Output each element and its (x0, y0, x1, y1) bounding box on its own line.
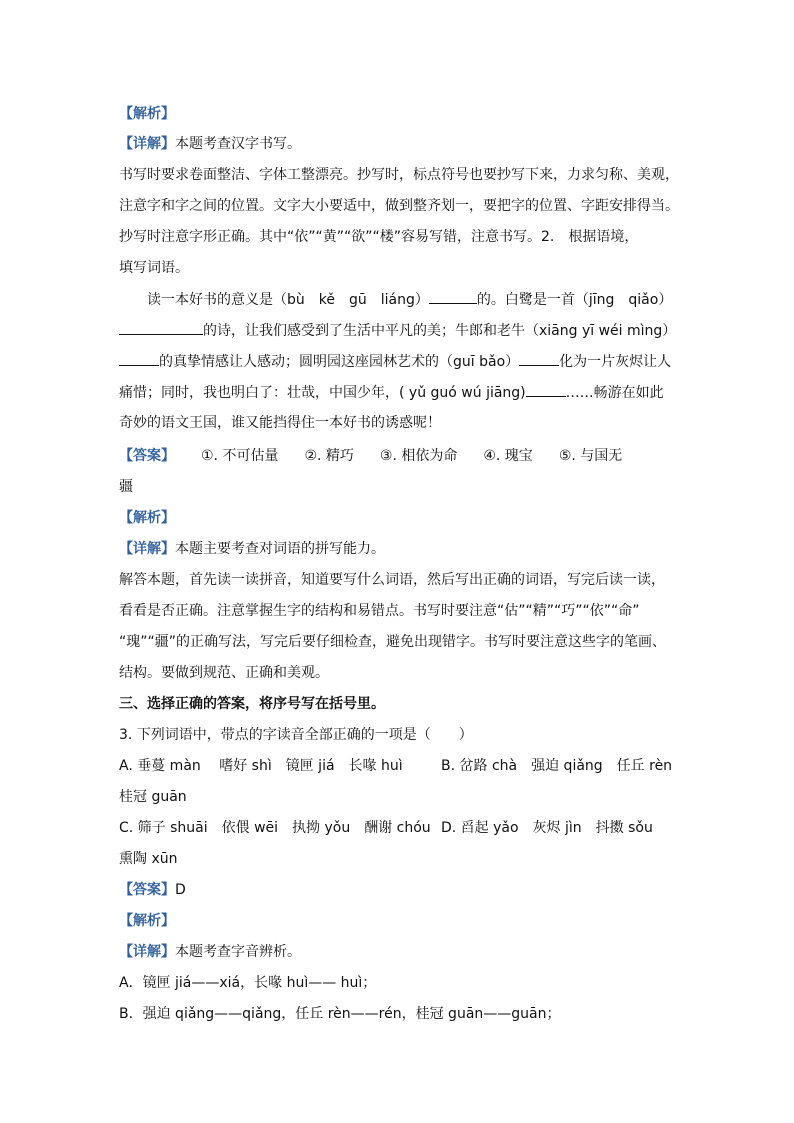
paragraph-line: 注意字和字之间的位置。文字大小要适中，做到整齐划一，要把字的位置、字距安排得当。 (119, 198, 679, 214)
answer-tag-2: 【答案】 (119, 448, 175, 464)
section-3-title: 三、选择正确的答案，将序号写在括号里。 (119, 696, 385, 712)
question-2-line: 奇妙的语文王国，谁又能挡得住一本好书的诱惑呢！ (119, 415, 441, 431)
detail-tag-3: 【详解】 (119, 944, 175, 960)
answer-blank[interactable] (429, 289, 477, 304)
paragraph-line: 书写时要求卷面整洁、字体工整漂亮。抄写时，标点符号也要抄写下来，力求匀称、美观， (119, 167, 679, 183)
detail-text-1: 本题考查汉字书写。 (175, 136, 301, 152)
answer-blank[interactable] (119, 351, 159, 366)
explanation-line: B．强迫 qiǎng——qiǎng，任丘 rèn——rén，桂冠 guān——guān； (119, 1006, 561, 1022)
detail-line-2 (119, 539, 385, 559)
question-2-line (119, 382, 664, 403)
answer-wrap-2: 疆 (119, 479, 133, 495)
answer-blank[interactable] (119, 320, 203, 335)
answer-item: ②. 精巧 (304, 448, 354, 464)
answer-blank[interactable] (519, 351, 559, 366)
paragraph-line: 结构。要做到规范、正确和美观。 (119, 665, 329, 681)
answer-tag-3: 【答案】 (119, 882, 175, 898)
analysis-tag-3: 【解析】 (119, 913, 175, 929)
detail-text-3: 本题考查字音辨析。 (175, 944, 301, 960)
detail-tag-1: 【详解】 (119, 136, 175, 152)
q2-text: 痛惜；同时，我也明白了：壮哉，中国少年，( yǔ guó wú jiāng) (119, 385, 526, 401)
answer-blank[interactable] (526, 382, 566, 397)
detail-line-3 (119, 942, 301, 962)
answer-item: ①. 不可估量 (201, 448, 279, 464)
option-a: A. 垂蔓 màn 嗜好 shì 镜匣 jiá 长喙 huì (119, 758, 403, 774)
question-2-line (119, 320, 676, 341)
question-3-stem: 3. 下列词语中，带点的字读音全部正确的一项是（ ） (119, 727, 473, 743)
analysis-tag-1: 【解析】 (119, 106, 175, 122)
answer-item: ⑤. 与国无 (558, 448, 623, 464)
q2-text: 的真挚情感让人感动；圆明园这座园林艺术的（guī bǎo） (159, 354, 520, 370)
paragraph-line: 填写词语。 (119, 260, 189, 276)
question-2-line (119, 351, 671, 372)
q2-text: ……畅游在如此 (565, 385, 664, 401)
detail-text-2: 本题主要考查对词语的拼写能力。 (175, 541, 385, 557)
answer-value-3: D (175, 882, 186, 898)
q2-text: 的。白鹭是一首（jīng qiǎo） (476, 292, 673, 308)
paragraph-line: 解答本题，首先读一读拼音，知道要写什么词语，然后写出正确的词语，写完后读一读， (119, 572, 665, 588)
detail-tag-2: 【详解】 (119, 541, 175, 557)
analysis-tag-2: 【解析】 (119, 510, 175, 526)
question-2-line (147, 289, 672, 310)
paragraph-line: 抄写时注意字形正确。其中“依”“黄”“欲”“楼”容易写错，注意书写。2. 根据语境， (119, 229, 639, 245)
answer-line-2 (119, 446, 622, 466)
answer-item: ③. 相依为命 (379, 448, 458, 464)
answer-item: ④. 瑰宝 (483, 448, 533, 464)
detail-line-1 (119, 134, 301, 154)
option-b: B. 岔路 chà 强迫 qiǎng 任丘 rèn (441, 758, 673, 774)
option-c: C. 筛子 shuāi 依偎 wēi 执拗 yǒu 酬谢 chóu (119, 820, 431, 836)
paragraph-line: 看看是否正确。注意掌握生字的结构和易错点。书写时要注意“估”“精”“巧”“依”“命” (119, 603, 640, 619)
explanation-line: A．镜匣 jiá——xiá，长喙 huì—— huì； (119, 975, 377, 991)
option-d: D. 舀起 yǎo 灰烬 jìn 抖擞 sǒu (441, 820, 653, 836)
q2-text: 的诗，让我们感受到了生活中平凡的美；牛郎和老牛（xiāng yī wéi mìng） (203, 323, 677, 339)
paragraph-line: “瑰”“疆”的正确写法，写完后要仔细检查，避免出现错字。书写时要注意这些字的笔画、 (119, 634, 667, 650)
q2-text: 化为一片灰烬让人 (559, 354, 672, 370)
option-d-wrap: 熏陶 xūn (119, 851, 178, 867)
q2-text: 读一本好书的意义是（bù kě gū liáng） (147, 292, 429, 308)
answer-line-3 (119, 880, 186, 900)
option-b-wrap: 桂冠 guān (119, 789, 187, 805)
